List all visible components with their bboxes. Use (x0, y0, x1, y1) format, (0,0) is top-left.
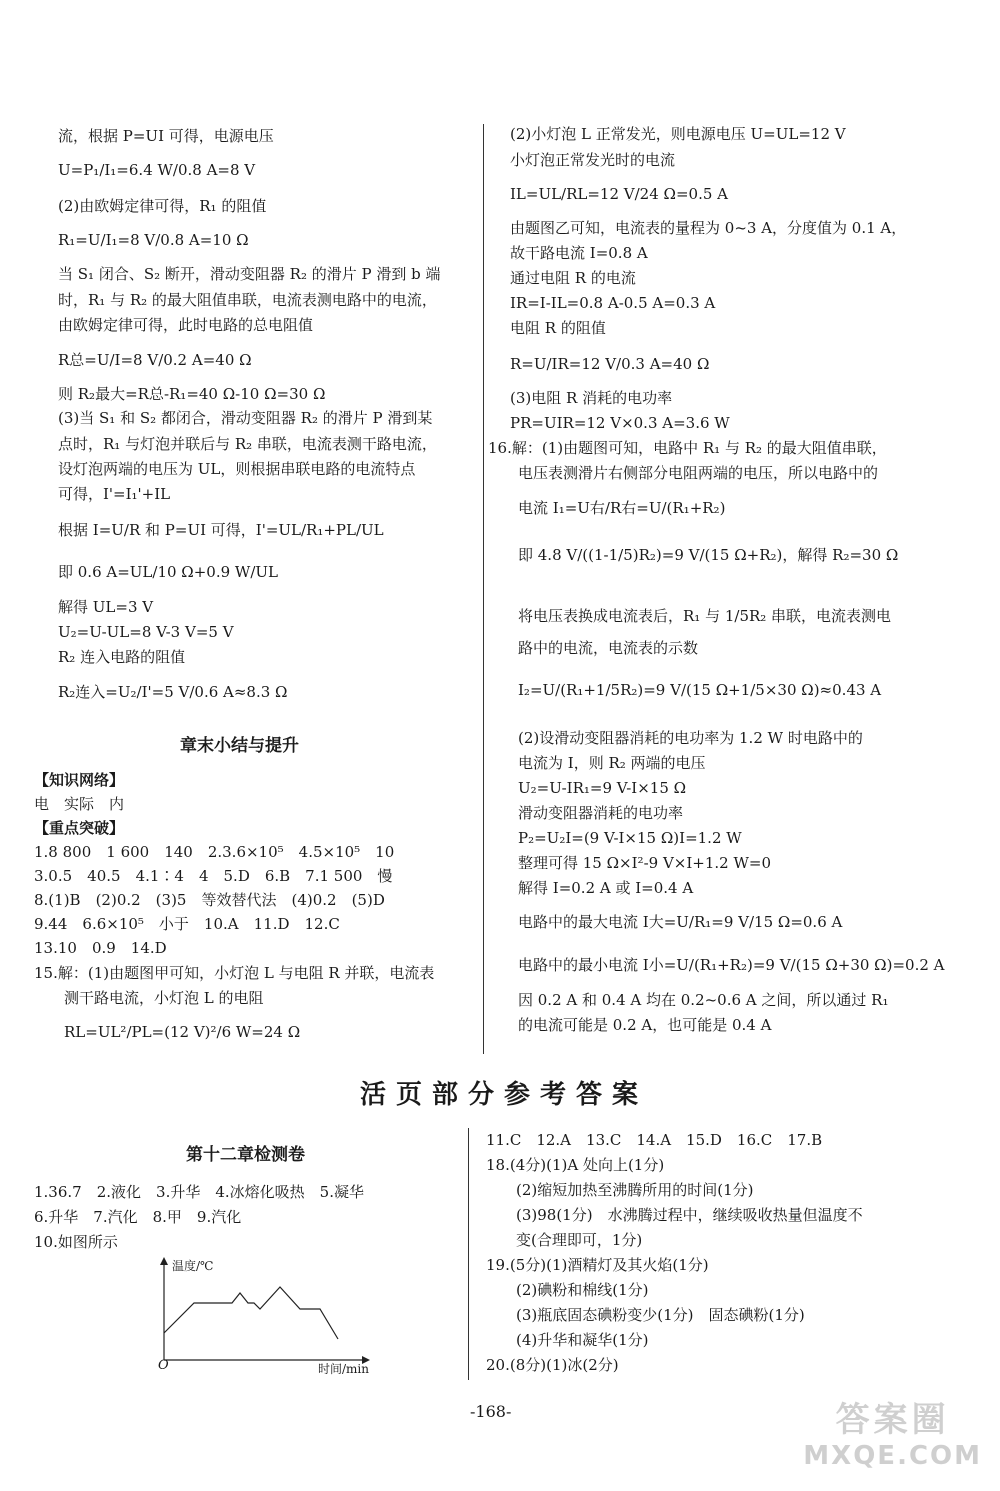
formula-line: 解得 I=0.2 A 或 I=0.4 A (488, 879, 694, 897)
formula-line: 即 4.8 V/((1-1/5)R₂)=9 V/(15 Ω+R₂)，解得 R₂=30 Ω (488, 546, 899, 564)
answer-line: 6.升华 7.汽化 8.甲 9.汽化 (34, 1208, 242, 1226)
text-line: (2)由欧姆定律可得，R₁ 的阻值 (58, 197, 267, 215)
formula-line: 整理可得 15 Ω×I²-9 V×I+1.2 W=0 (488, 854, 771, 872)
formula-line: 电流 I₁=U右/R右=U/(R₁+R₂) (488, 499, 726, 517)
answer-line: 9.44 6.6×10⁵ 小于 10.A 11.D 12.C (34, 915, 340, 933)
answer-line: 15.解：(1)由题图甲可知，小灯泡 L 与电阻 R 并联，电流表 (34, 964, 435, 982)
formula-line: 根据 I=U/R 和 P=UI 可得，I'=UL/R₁+PL/UL (58, 521, 384, 539)
y-axis-arrow (160, 1257, 168, 1265)
knowledge-label: 【知识网络】 (34, 771, 125, 789)
answer-line: 19.(5分)(1)酒精灯及其火焰(1分) (486, 1256, 709, 1274)
text-line: R₂ 连入电路的阻值 (58, 648, 186, 666)
temperature-curve (164, 1287, 338, 1339)
text-line: 故干路电流 I=0.8 A (510, 244, 648, 262)
answer-line: 13.10 0.9 14.D (34, 939, 167, 957)
text-line: 时，R₁ 与 R₂ 的最大阻值串联，电流表测电路中的电流， (58, 291, 437, 309)
formula-line: I₂=U/(R₁+1/5R₂)=9 V/(15 Ω+1/5×30 Ω)≈0.43 A (488, 681, 882, 699)
answer-line: 1.36.7 2.液化 3.升华 4.冰熔化吸热 5.凝华 (34, 1183, 364, 1201)
answer-line: 3.0.5 40.5 4.1∶4 4 5.D 6.B 7.1 500 慢 (34, 867, 393, 885)
formula-line: U₂=U-IR₁=9 V-I×15 Ω (488, 779, 687, 797)
graph-origin: O (158, 1358, 169, 1373)
text-line: 滑动变阻器消耗的电功率 (488, 804, 684, 822)
formula-line: R₂连入=U₂/I'=5 V/0.6 A≈8.3 Ω (58, 683, 288, 701)
text-line: 当 S₁ 闭合、S₂ 断开，滑动变阻器 R₂ 的滑片 P 滑到 b 端 (58, 265, 441, 283)
text-line: 可得，I'=I₁'+IL (58, 485, 171, 503)
formula-line: R=U/IR=12 V/0.3 A=40 Ω (510, 355, 710, 373)
watermark-line1: 答案圈 (835, 1400, 950, 1440)
graph-ylabel: 温度/℃ (172, 1259, 214, 1273)
text-line: 路中的电流，电流表的示数 (488, 639, 699, 657)
formula-line: U₂=U-UL=8 V-3 V=5 V (58, 623, 234, 641)
watermark-line2: MXQE.COM (803, 1441, 982, 1471)
focus-label: 【重点突破】 (34, 819, 125, 837)
formula-line: PR=UIR=12 V×0.3 A=3.6 W (510, 414, 730, 432)
formula-line: IR=I-IL=0.8 A-0.5 A=0.3 A (510, 294, 716, 312)
formula-line: RL=UL²/PL=(12 V)²/6 W=24 Ω (34, 1023, 301, 1041)
text-line: (3)电阻 R 消耗的电功率 (510, 389, 673, 407)
text-line: 设灯泡两端的电压为 UL，则根据串联电路的电流特点 (58, 460, 416, 478)
text-line: 通过电阻 R 的电流 (510, 269, 636, 287)
text-line: 电压表测滑片右侧部分电阻两端的电压，所以电路中的 (488, 464, 879, 482)
formula-line: 即 0.6 A=UL/10 Ω+0.9 W/UL (58, 563, 279, 581)
answer-line: 16.解：(1)由题图可知，电路中 R₁ 与 R₂ 的最大阻值串联， (488, 439, 887, 457)
text-line: (3)当 S₁ 和 S₂ 都闭合，滑动变阻器 R₂ 的滑片 P 滑到某 (58, 409, 433, 427)
text-line: 将电压表换成电流表后，R₁ 与 1/5R₂ 串联，电流表测电 (488, 607, 892, 625)
formula-line: IL=UL/RL=12 V/24 Ω=0.5 A (510, 185, 728, 203)
answer-line: (4)升华和凝华(1分) (486, 1331, 649, 1349)
text-line: 电流为 I，则 R₂ 两端的电压 (488, 754, 706, 772)
text-line: 因 0.2 A 和 0.4 A 均在 0.2~0.6 A 之间，所以通过 R₁ (488, 991, 889, 1009)
formula-line: 电路中的最大电流 I大=U/R₁=9 V/15 Ω=0.6 A (488, 913, 843, 931)
text-line: 小灯泡正常发光时的电流 (510, 151, 676, 169)
graph-xlabel: 时间/min (318, 1362, 369, 1376)
page-number: -168- (470, 1402, 512, 1421)
answer-line: 10.如图所示 (34, 1233, 118, 1251)
formula-line: U=P₁/I₁=6.4 W/0.8 A=8 V (58, 161, 256, 179)
chapter-title: 第十二章检测卷 (186, 1145, 305, 1165)
answer-line: 11.C 12.A 13.C 14.A 15.D 16.C 17.B (486, 1131, 823, 1149)
text-line: (2)小灯泡 L 正常发光，则电源电压 U=UL=12 V (510, 125, 846, 143)
formula-line: P₂=U₂I=(9 V-I×15 Ω)I=1.2 W (488, 829, 742, 847)
answer-line: 1.8 800 1 600 140 2.3.6×10⁵ 4.5×10⁵ 10 (34, 843, 395, 861)
text-line: (2)设滑动变阻器消耗的电功率为 1.2 W 时电路中的 (488, 729, 863, 747)
answer-line: 测干路电流，小灯泡 L 的电阻 (34, 989, 264, 1007)
answer-line: 变(合理即可，1分) (486, 1231, 643, 1249)
column-divider (468, 1128, 469, 1380)
text-line: 流，根据 P=UI 可得，电源电压 (58, 127, 274, 145)
main-title: 活页部分参考答案 (360, 1080, 649, 1110)
text-line: 由欧姆定律可得，此时电路的总电阻值 (58, 316, 314, 334)
watermark (803, 1392, 982, 1471)
answer-line: 20.(8分)(1)冰(2分) (486, 1356, 619, 1374)
formula-line: R₁=U/I₁=8 V/0.8 A=10 Ω (58, 231, 249, 249)
formula-line: 则 R₂最大=R总-R₁=40 Ω-10 Ω=30 Ω (58, 385, 326, 403)
formula-line: 电路中的最小电流 I小=U/(R₁+R₂)=9 V/(15 Ω+30 Ω)=0.2 A (488, 956, 945, 974)
text-line: 点时，R₁ 与灯泡并联后与 R₂ 串联，电流表测干路电流， (58, 435, 437, 453)
answer-line: (3)瓶底固态碘粉变少(1分) 固态碘粉(1分) (486, 1306, 805, 1324)
answer-line: 18.(4分)(1)A 处向上(1分) (486, 1156, 665, 1174)
answer-line: (3)98(1分) 水沸腾过程中，继续吸收热量但温度不 (486, 1206, 863, 1224)
text-line: 电阻 R 的阻值 (510, 319, 606, 337)
text-line: 解得 UL=3 V (58, 598, 154, 616)
knowledge-line: 电 实际 内 (34, 795, 125, 813)
answer-line: 8.(1)B (2)0.2 (3)5 等效替代法 (4)0.2 (5)D (34, 891, 385, 909)
answer-line: (2)碘粉和棉线(1分) (486, 1281, 649, 1299)
text-line: 的电流可能是 0.2 A，也可能是 0.4 A (488, 1016, 772, 1034)
answer-line: (2)缩短加热至沸腾所用的时间(1分) (486, 1181, 754, 1199)
formula-line: R总=U/I=8 V/0.2 A=40 Ω (58, 351, 252, 369)
text-line: 由题图乙可知，电流表的量程为 0~3 A，分度值为 0.1 A， (510, 219, 907, 237)
column-divider (483, 124, 484, 1054)
section-title: 章末小结与提升 (180, 736, 299, 756)
